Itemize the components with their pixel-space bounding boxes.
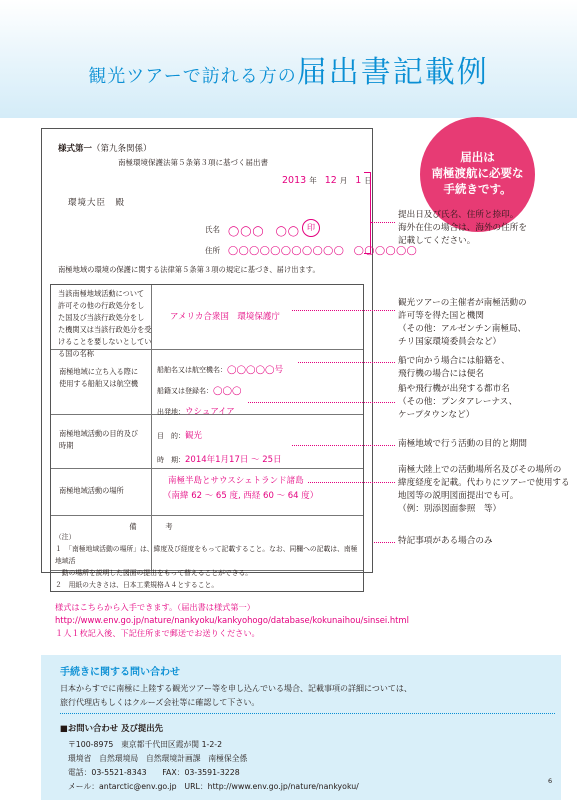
place-label: 南極地域活動の場所 [59, 486, 124, 495]
permit-value: アメリカ合衆国 環境保護庁 [170, 312, 280, 322]
form-subtitle: 南極環境保護法第５条第３項に基づく届出書 [118, 158, 268, 167]
annotation-remarks: 特記事項がある場合のみ [398, 536, 493, 546]
seal-stamp: 印 [302, 219, 320, 237]
connector-line [292, 445, 395, 446]
place-value-1: 南極半島とサウスシェトランド諸島 [168, 476, 304, 486]
permit-label: 当該南極地域活動について 許可その他の行政処分をし た国及び当該行政処分をし た機関又は当該行政処分を受 けることを要しないとしてい る国の名称 [58, 289, 152, 358]
download-line-1: 様式はこちらから入手できます。（届出書は様式第一） [55, 602, 255, 612]
connector-line [374, 542, 395, 543]
page-title [0, 47, 577, 91]
contact-email-url[interactable]: メール：antarctic@env.go.jp URL：http://www.env.go.jp/nature/nankyoku/ [68, 782, 359, 791]
page-title-sub: 観光ツアーで訪れる方の [88, 66, 297, 87]
contact-details [68, 738, 359, 794]
connector-line [248, 402, 395, 403]
annotation-applicant: 提出日及び氏名、住所と捺印。 海外在住の場合は、海外の住所を 記載してください。 [398, 210, 527, 246]
vessel-name-line: 船舶名又は航空機名：◯◯◯◯◯号 [157, 365, 284, 375]
date-month: 12 [324, 175, 337, 186]
contact-heading: 手続きに関する問い合わせ [60, 667, 180, 678]
page-number: 6 [548, 777, 553, 785]
annotation-place: 南極大陸上での活動場所名及びその場所の 緯度経度を記載。代わりにツアーで使用する 地図等の説明図面提出でも可。 （例：別添図面参照 等） [398, 465, 570, 514]
connector-line [308, 482, 395, 483]
callout-line-3: 手続きです。 [443, 182, 512, 196]
connector-line [292, 310, 395, 311]
vessel-label: 南極地域に立ち入る際に 使用する船舶又は航空機 [59, 367, 139, 388]
date-day-unit: 日 [364, 176, 372, 185]
name-value: ◯◯◯ ◯◯ [228, 226, 300, 237]
form-style-label [58, 142, 152, 154]
form-style-ref: （第九条関係） [92, 144, 152, 154]
remarks-label: 備 考 [129, 522, 173, 531]
purpose-label: 南極地域活動の目的及び 時期 [59, 429, 139, 450]
download-line-3: １人１枚記入後、下記住所まで郵送でお送りください。 [55, 628, 260, 638]
download-block [55, 601, 409, 640]
callout-line-2: 南極渡航に必要な [431, 166, 524, 180]
form-notes: （注） １ 「南極地域活動の場所」は、緯度及び経度をもって記載すること。なお、同欄への記載は、南極地域活 動の場所を説明した図面の提出をもって替えることができる。 ２ 用紙の大きさは、日本工業規格Ａ４とすること。 [55, 533, 358, 589]
connector-line [371, 222, 395, 223]
contact-divider [60, 713, 555, 714]
bracket-applicant [364, 172, 371, 254]
callout-line-1: 届出は [460, 150, 495, 164]
form-style-name: 様式第一 [58, 144, 93, 154]
form-declaration: 南極地域の環境の保護に関する法律第５条第３項の規定に基づき、届け出ます。 [58, 265, 320, 274]
address-value: ◯◯◯◯◯◯◯◯◯◯◯ ◯◯◯◯◯◯ [228, 246, 418, 256]
departure-line: 出発地：ウシュアイア [157, 407, 235, 417]
annotation-departure: 船や飛行機が出発する都市名 （その他：プンタアレーナス、 ケープタウンなど） [398, 384, 518, 420]
contact-section-title: ■お問い合わせ 及び提出先 [60, 723, 163, 733]
purpose-line: 目 的：観光 [157, 431, 203, 441]
annotation-purpose: 南極地域で行う活動の目的と期間 [398, 439, 527, 449]
connector-line [298, 362, 395, 363]
period-line: 時 期：2014年1月17日 ～ 25日 [157, 455, 282, 465]
annotation-vessel: 船で向かう場合には船籍を、 飛行機の場合には便名 [398, 356, 510, 379]
page-title-main: 届出書記載例 [296, 55, 489, 90]
vessel-registry-line: 船籍又は登録名：◯◯◯ [157, 386, 242, 396]
name-label: 氏名 [205, 225, 220, 234]
date-month-unit: 月 [339, 176, 348, 185]
date-day: 1 [355, 175, 362, 186]
annotation-permit: 観光ツアーの主催者が南極活動の 許可等を得た国と機関 （その他：アルゼンチン南極局、 チリ国家環境委員会など） [398, 298, 527, 347]
contact-postal: 〒100-8975 東京都千代田区霞が関 1-2-2 [68, 740, 223, 749]
contact-office: 環境省 自然環境局 自然環境計画課 南極保全係 [68, 754, 248, 763]
contact-text: 日本からすでに南極に上陸する観光ツアー等を申し込んでいる場合、記載事項の詳細については、 旅行代理店もしくはクルーズ会社等に確認して下さい。 [60, 684, 412, 707]
table-row-divider [51, 515, 363, 516]
date-year: 2013 [282, 175, 307, 186]
place-value-2: （南緯 62 ～ 65 度, 西経 60 ～ 64 度） [163, 491, 319, 501]
address-label: 住所 [205, 246, 220, 255]
contact-phone: 電話：03-5521-8343 FAX：03-3591-3228 [68, 768, 240, 777]
table-row-divider [51, 468, 363, 469]
date-year-unit: 年 [309, 176, 317, 185]
download-url-link[interactable]: http://www.env.go.jp/nature/nankyoku/kankyohogo/database/kokunaihou/sinsei.html [55, 615, 409, 625]
form-addressee: 環境大臣 殿 [68, 198, 126, 208]
